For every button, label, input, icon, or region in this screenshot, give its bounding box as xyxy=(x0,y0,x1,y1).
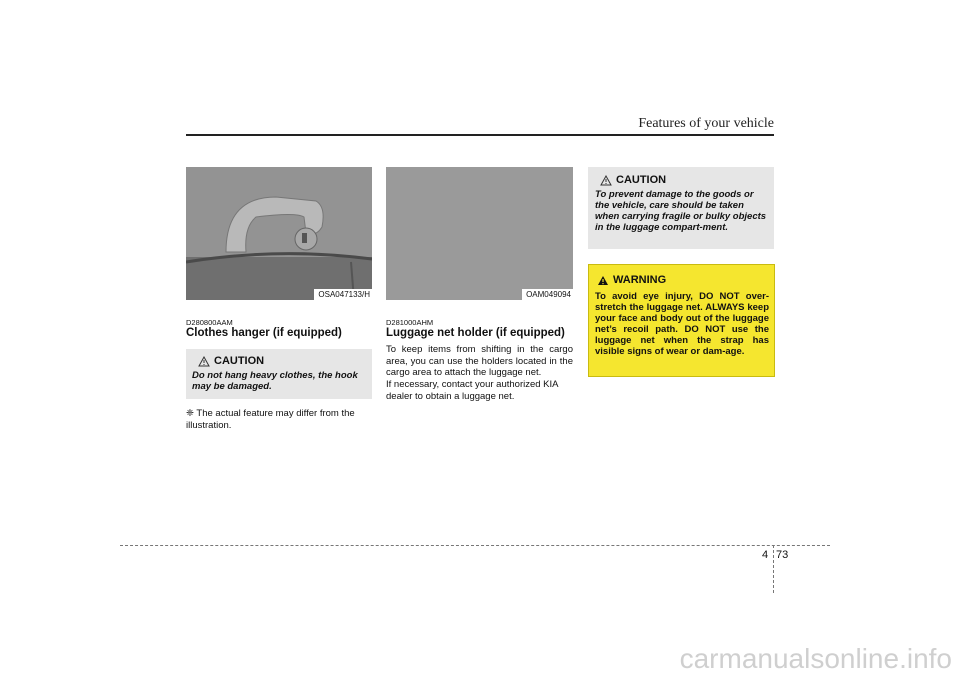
header-divider xyxy=(186,134,774,136)
caution-box xyxy=(186,349,372,399)
watermark: carmanualsonline.info xyxy=(679,643,952,674)
photo-code: OAM049094 xyxy=(522,289,573,300)
hanger-illustration xyxy=(186,167,372,300)
caution-text: Do not hang heavy clothes, the hook may be damaged. xyxy=(192,370,358,392)
page-header-title: Features of your vehicle xyxy=(638,116,774,131)
caution-title: CAUTION xyxy=(616,174,667,186)
body-paragraph: To keep items from shifting in the cargo area, you can use the holders located in the cargo area to attach the luggage net. xyxy=(386,344,573,378)
footer-divider xyxy=(120,545,830,546)
page-number: 73 xyxy=(776,549,789,561)
warning-triangle-icon xyxy=(597,275,609,286)
caution-header xyxy=(600,174,666,186)
caution-box xyxy=(588,167,774,249)
photo-code: OSA047133/H xyxy=(314,289,372,300)
illustration-note: ❈ The actual feature may differ from the illustration. xyxy=(186,408,355,431)
warning-title: WARNING xyxy=(613,274,667,286)
warning-text: To avoid eye injury, DO NOT over-stretch the luggage net. ALWAYS keep your face and body out of the luggage net’s recoil path. DO NOT use the luggage net when the strap has visible signs of wear or dam-age. xyxy=(595,291,769,357)
caution-title: CAUTION xyxy=(214,355,265,367)
caution-triangle-icon xyxy=(600,175,612,186)
section-heading: Luggage net holder (if equipped) xyxy=(386,327,565,339)
chapter-number: 4 xyxy=(762,549,769,561)
body-paragraph: If necessary, contact your authorized KIA dealer to obtain a luggage net. xyxy=(386,379,558,402)
luggage-net-photo xyxy=(386,167,573,300)
doc-code: D280800AAM xyxy=(186,318,233,327)
warning-header xyxy=(597,274,666,286)
footer-vertical-divider xyxy=(773,545,774,593)
section-heading: Clothes hanger (if equipped) xyxy=(186,327,342,339)
caution-text: To prevent damage to the goods or the vehicle, care should be taken when carrying fragile or bulky objects in the luggage compart-ment. xyxy=(595,189,767,233)
doc-code: D281000AHM xyxy=(386,318,434,327)
clothes-hanger-photo xyxy=(186,167,372,300)
caution-header xyxy=(198,355,264,367)
caution-triangle-icon xyxy=(198,356,210,367)
warning-box xyxy=(588,264,775,377)
